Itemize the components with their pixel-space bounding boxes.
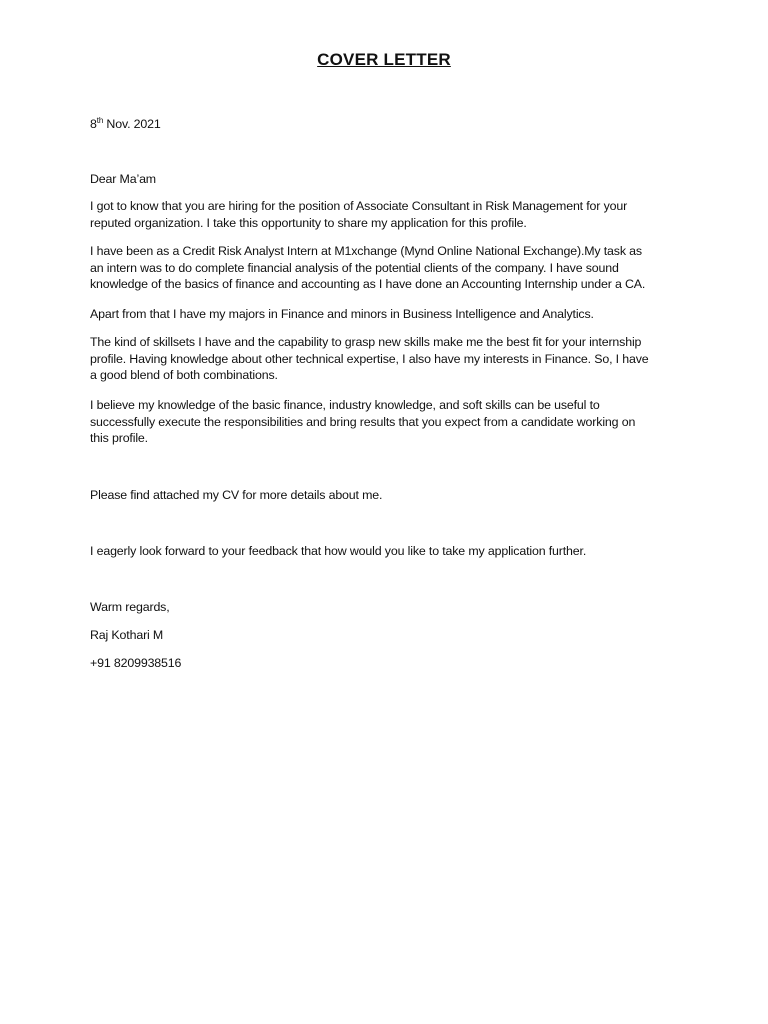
paragraph-line: a good blend of both combinations. xyxy=(90,368,278,382)
paragraph-1 xyxy=(90,198,690,231)
paragraph-line: The kind of skillsets I have and the capability to grasp new skills make me the best fit for your internship xyxy=(90,335,642,349)
paragraph-line: Apart from that I have my majors in Finance and minors in Business Intelligence and Analytics. xyxy=(90,307,594,321)
paragraph-line: this profile. xyxy=(90,431,148,445)
paragraph-line: I got to know that you are hiring for the position of Associate Consultant in Risk Management for your xyxy=(90,199,628,213)
salutation: Dear Ma’am xyxy=(90,172,156,186)
paragraph-line: I believe my knowledge of the basic finance, industry knowledge, and soft skills can be useful to xyxy=(90,398,600,412)
date-suffix: th xyxy=(96,116,104,125)
closing-line: I eagerly look forward to your feedback that how would you like to take my application further. xyxy=(90,544,587,558)
paragraph-line: reputed organization. I take this opportunity to share my application for this profile. xyxy=(90,215,527,230)
paragraph-line: an intern was to do complete financial analysis of the potential clients of the company. I have sound xyxy=(90,260,619,275)
paragraph-2 xyxy=(90,243,690,293)
sign-off: Warm regards, xyxy=(90,600,170,614)
date-day: 8 xyxy=(90,117,97,131)
paragraph-line: profile. Having knowledge about other technical expertise, I also have my interests in Finance. So, I have xyxy=(90,351,649,366)
paragraph-line: knowledge of the basics of finance and accounting as I have done an Accounting Internship under a CA. xyxy=(90,277,646,291)
signer-phone: +91 8209938516 xyxy=(90,656,182,670)
paragraph-line: successfully execute the responsibilities and bring results that you expect from a candidate working on xyxy=(90,414,636,429)
paragraph-3 xyxy=(90,306,690,323)
paragraph-5 xyxy=(90,397,690,447)
document-title: COVER LETTER xyxy=(317,50,451,69)
paragraph-line: I have been as a Credit Risk Analyst Intern at M1xchange (Mynd Online National Exchange).My task as xyxy=(90,244,642,258)
paragraph-4 xyxy=(90,334,690,384)
signer-name: Raj Kothari M xyxy=(90,628,164,642)
letter-date xyxy=(90,116,690,133)
attachment-note: Please find attached my CV for more details about me. xyxy=(90,488,383,502)
date-month-year: Nov. 2021 xyxy=(103,117,161,131)
